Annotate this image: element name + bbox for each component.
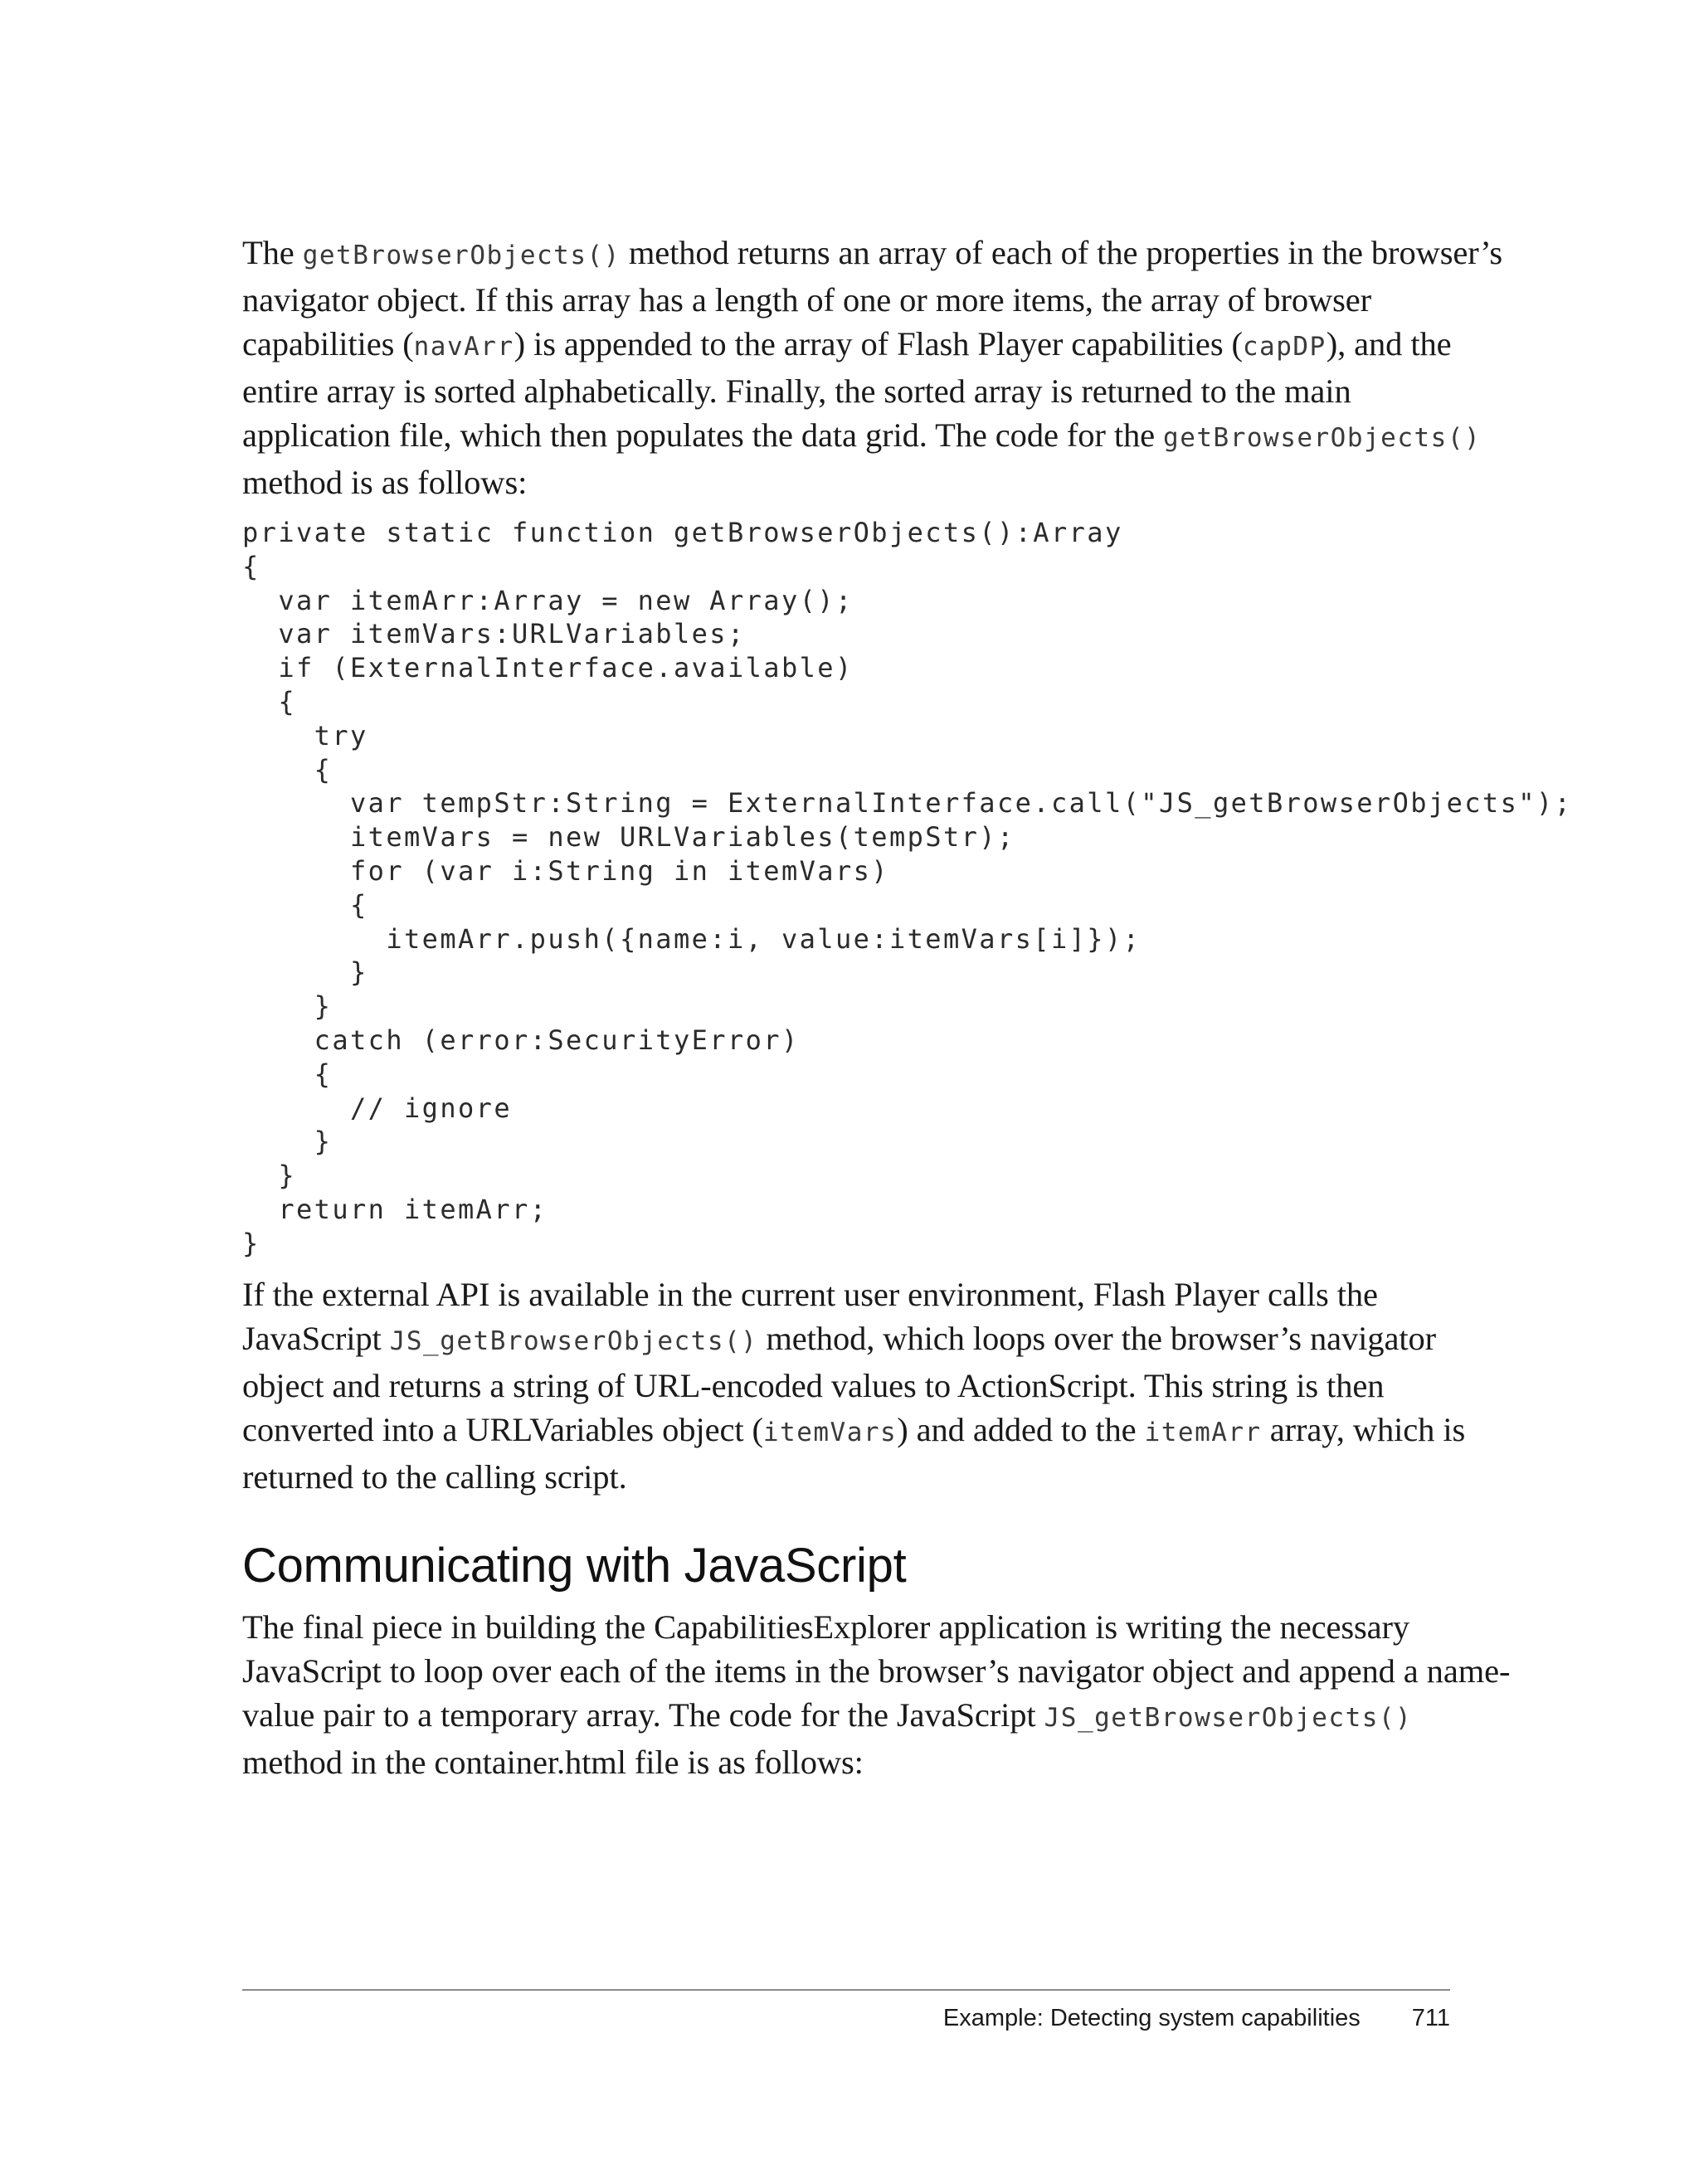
text-run: JavaScript to loop over each of the items in the browser’s navigator object and append a name- (242, 1651, 1511, 1690)
code-line: } (242, 990, 333, 1023)
text-line (242, 322, 1450, 369)
text-run: object and returns a string of URL-encoded values to ActionScript. This string is then (242, 1366, 1385, 1404)
code-line: } (242, 956, 368, 989)
code-line: { (242, 888, 368, 921)
code-line: var tempStr:String = ExternalInterface.call("JS_getBrowserObjects"); (242, 787, 1573, 820)
inline-code: getBrowserObjects() (1163, 423, 1482, 453)
code-line: var itemArr:Array = new Array(); (242, 584, 854, 616)
text-run: method returns an array of each of the properties in the browser’s (620, 234, 1502, 271)
text-run: application file, which then populates the data grid. The code for the (242, 416, 1164, 454)
text-run: If the external API is available in the current user environment, Flash Player calls the (242, 1275, 1378, 1313)
text-line (242, 1316, 1450, 1364)
inline-code: capDP (1242, 332, 1327, 362)
text-run: entire array is sorted alphabetically. Finally, the sorted array is returned to the main (242, 372, 1351, 410)
inline-code: itemArr (1144, 1417, 1262, 1447)
text-line (242, 460, 1450, 504)
text-run: method, which loops over the browser’s navigator (757, 1319, 1437, 1357)
text-line (242, 1605, 1450, 1649)
text-line (242, 1649, 1511, 1693)
text-line (242, 1272, 1450, 1316)
text-line (242, 1364, 1450, 1408)
text-run: array, which is (1261, 1410, 1466, 1448)
section-heading: Communicating with JavaScript (242, 1538, 907, 1593)
code-line: itemArr.push({name:i, value:itemVars[i]}); (242, 922, 1142, 955)
code-line: catch (error:SecurityError) (242, 1024, 800, 1056)
text-line (242, 369, 1450, 413)
code-line: { (242, 685, 296, 717)
inline-code: getBrowserObjects() (302, 241, 621, 270)
page-number: 711 (1411, 2005, 1450, 2031)
inline-code: itemVars (762, 1417, 898, 1447)
code-line: { (242, 753, 333, 786)
code-line: // ignore (242, 1092, 512, 1124)
code-line: } (242, 1126, 333, 1158)
page-footer (242, 2002, 1450, 2034)
inline-code: navArr (413, 332, 514, 362)
paragraph-external-api (242, 1272, 1466, 1499)
code-line: return itemArr; (242, 1193, 548, 1225)
text-line (242, 1693, 1450, 1740)
text-run: returned to the calling script. (242, 1457, 627, 1496)
text-line (242, 413, 1482, 460)
text-run: method is as follows: (242, 464, 528, 501)
text-line (242, 1740, 1450, 1784)
footer-section-title: Example: Detecting system capabilities (942, 2005, 1361, 2031)
code-line: var itemVars:URLVariables; (242, 618, 746, 650)
text-run: JavaScript (242, 1319, 390, 1357)
paragraph-get-browser-objects (242, 231, 1502, 504)
code-line: try (242, 719, 368, 752)
text-line (242, 1408, 1466, 1455)
code-line: for (var i:String in itemVars) (242, 854, 889, 887)
text-run: ), and the (1326, 325, 1452, 362)
code-line: { (242, 1058, 333, 1090)
text-line (242, 1455, 1450, 1499)
code-line: { (242, 550, 260, 582)
text-run: converted into a URLVariables object ( (242, 1410, 763, 1448)
code-line: } (242, 1160, 296, 1192)
text-run: The final piece in building the CapabilitiesExplorer application is writing the necessary (242, 1608, 1410, 1646)
code-line: } (242, 1227, 260, 1259)
text-run: navigator object. If this array has a length of one or more items, the array of browser (242, 281, 1372, 319)
inline-code: JS_getBrowserObjects() (1044, 1702, 1413, 1733)
inline-code: JS_getBrowserObjects() (389, 1325, 758, 1356)
text-line (242, 231, 1502, 278)
code-line: itemVars = new URLVariables(tempStr); (242, 821, 1015, 854)
code-line: if (ExternalInterface.available) (242, 652, 854, 684)
text-run: ) is appended to the array of Flash Player capabilities ( (514, 325, 1243, 362)
footer-divider (242, 1989, 1450, 1991)
text-line (242, 278, 1450, 322)
text-run: capabilities ( (242, 325, 414, 362)
text-run: method in the container.html file is as follows: (242, 1743, 864, 1781)
paragraph-communicating (242, 1605, 1511, 1784)
text-run: ) and added to the (897, 1410, 1145, 1448)
text-run: value pair to a temporary array. The code for the JavaScript (242, 1695, 1044, 1734)
page-content (242, 231, 1573, 1784)
code-block-get-browser-objects (242, 516, 1573, 1261)
text-run: The (242, 234, 303, 271)
code-line: private static function getBrowserObjects():Array (242, 517, 1123, 548)
